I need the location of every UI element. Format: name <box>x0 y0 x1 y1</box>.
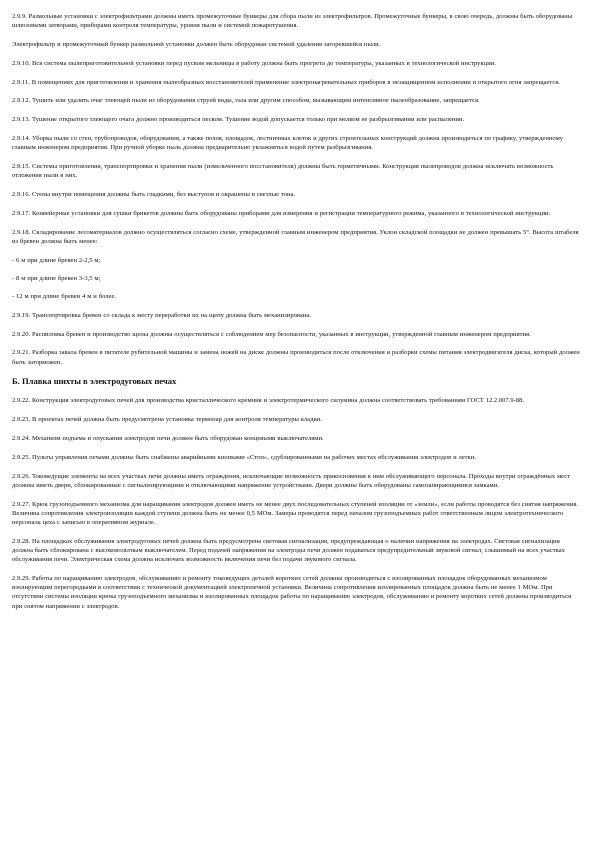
paragraph-2-9-17: 2.9.17. Конвейерные установки для сушки брикетов должны быть оборудованы приборами для измерения и регистрации температурного режима, указанного в технологической инструкции. <box>12 209 551 217</box>
paragraph-2-9-14: 2.9.14. Уборка пыли со стен, трубопроводов, оборудования, а также полов, площадок, лестничных клеток и других строительных конструкций должна производиться по графику, утвержденному главным инженером предприятия. При ручной уборке пыль должна предварительно увлажняться водой путем разбрызгивания. <box>12 134 564 152</box>
paragraph-2-9-24: 2.9.24. Механизм подъема и опускания электродов печи должен быть оборудован концевыми выключателями. <box>12 434 324 442</box>
paragraph-2-9-13: 2.9.13. Тушение открытого тлеющего очага должно производиться песком. Тушение водой допускается только при мелком ее разбрызгивании или распылении. <box>12 116 465 124</box>
paragraph-2-9-9: 2.9.9. Размольные установки с электрофильтрами должны иметь промежуточные бункеры для сбора пыли из электрофильтров. Промежуточные бункеры, в свою очередь, должны быть оборудованы шлюзовыми затворами, приборами контроля температуры, уровня пыли и системой пожаротушения. <box>12 13 573 30</box>
paragraph-2-9-20: 2.9.20. Распиловка бревен и производство щепы должны осуществляться с соблюдением мер безопасности, указанных в инструкции, утвержденной главным инженером предприятия. <box>12 330 531 338</box>
section-heading: Б. Плавка шихты в электродуговых печах <box>12 376 177 387</box>
list-item: - 6 м при длине бревен 2-2,5 м; <box>12 256 101 264</box>
paragraph-2-9-22: 2.9.22. Конструкция электродуговых печей для производства кристаллического кремния и электротермического силумина должна соответствовать требованиям ГОСТ 12.2.007.9-88. <box>12 397 525 405</box>
paragraph-2-9-29: 2.9.29. Работы по наращиванию электродов, обслуживанию и ремонту токоведущих деталей коротких сетей должны производиться с изолированных площадок оборудованных механизмом изолирующим перегородками в соответствии с технической документацией электропечной установки. Величина сопротивления изолированных площадок должна быть не менее 1 МОм. При отсутствии системы изоляции крюка грузоподъемного механизма и изолированных площадок работы по наращиванию электродов, обслуживанию и ремонту коротких сетей должны производиться при снятом напряжении с электродов. <box>12 574 572 610</box>
list-item: - 12 м при длине бревен 4 м и более. <box>12 292 117 300</box>
paragraph-2-9-11: 2.9.11. В помещениях для приготовления и хранения пылеобразных восстановителей применение электронагревательных приборов в незащищенном исполнении и открытого огня запрещается. <box>12 78 560 86</box>
paragraph-2-9-18: 2.9.18. Складирование лесоматериалов должно осуществляться согласно схеме, утвержденной главным инженером предприятия. Уклон складской площадки не должен превышать 5°. Высота штабеля из бревен должна быть менее: <box>12 228 579 245</box>
section-top <box>12 12 581 367</box>
section-bottom <box>12 396 581 610</box>
paragraph-2-9-26: 2.9.26. Токоведущие элементы на всех участках печи должны иметь ограждения, исключающие возможность прикосновения к ним обслуживающего персонала. Проходы внутри ограждённых мест должны иметь двери, сблокированные с сигнализирующими и отключающими напряжение устройствами. Двери должны быть оборудованы самозапирающимися замками. <box>12 472 571 489</box>
paragraph-electrofilter: Электрофильтр и промежуточный бункер размольной установки должен быть оборудован системой удаления загоревшейся пыли. <box>12 41 381 48</box>
paragraph-2-9-10: 2.9.10. Вся система пылеприготовительной установки перед пуском мельницы в работу должна быть прогрета до температуры, указанных в технологической инструкции. <box>12 59 496 67</box>
paragraph-2-9-12: 2.9.12. Тушить или удалять очаг тлеющей пыли из оборудования струей воды, газа или другим способом, вызывающим интенсивное пылеобразование, запрещается. <box>12 97 480 105</box>
paragraph-2-9-23: 2.9.23. В проектах печей должна быть предусмотрена установка термопар для контроля температуры кладки. <box>12 416 322 424</box>
list-item: - 8 м при длине бревен 3-3,5 м; <box>12 274 101 282</box>
paragraph-2-9-21: 2.9.21. Разборка завала бревен в питателе рубительной машины и замена ножей на диске должны производиться после отключения и разборки схемы питания электродвигателя диска, который должен быть заторможен. <box>12 349 580 366</box>
paragraph-2-9-16: 2.9.16. Стены внутри помещения должны быть гладкими, без выступов и окрашены в светлые тона. <box>12 190 296 198</box>
paragraph-2-9-15: 2.9.15. Системы приготовления, транспортировки и хранения пыли (измельченного восстановителя) должны быть герметичными. Конструкция пылепроводов должна исключать возможность отложения пыли в них. <box>12 162 554 180</box>
paragraph-2-9-25: 2.9.25. Пульты управления печами должны быть снабжены аварийными кнопками «Стоп», сдублированными на рабочих местах обслуживания электродов и летки. <box>12 453 476 461</box>
paragraph-2-9-28: 2.9.28. На площадках обслуживания электродуговых печей должна быть предусмотрена световая сигнализация, предупреждающая о наличии напряжения на электродах. Световая сигнализация должна быть сблокирована с высоковольтным выключателем. Перед подачей напряжения на электроды печи должен подаваться предупредительный звуковой сигнал, слышимый на всех участках обслуживания печи. Электрическая схема должна исключать возможность включения печи без подачи звукового сигнала. <box>12 537 565 564</box>
paragraph-2-9-19: 2.9.19. Транспортировка бревен со склада к месту переработки их на щепу должна быть механизирована. <box>12 311 311 319</box>
paragraph-2-9-27: 2.9.27. Крюк грузоподъемного механизма для наращивания электродов должен иметь не менее двух последовательных ступеней изоляции от «земли», если работы проводятся без снятия напряжения. Величина сопротивления электроизоляции каждой ступени должна быть не менее 0,5 МОм. Замеры проводятся перед началом грузоподъемных работ ответственным лицом электротехнического персонала цеха с записью в оперативном журнале. <box>12 500 578 526</box>
